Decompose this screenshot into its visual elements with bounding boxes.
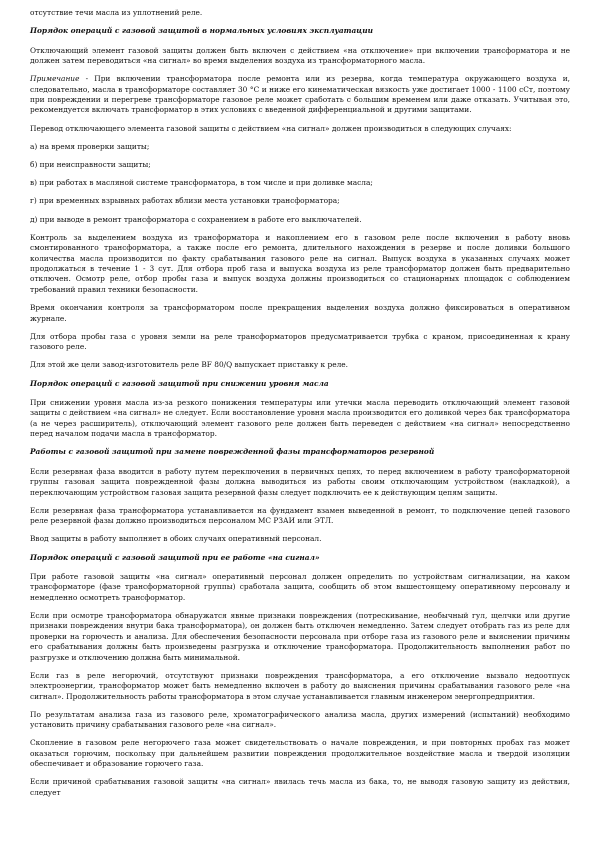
- paragraph: Если резервная фаза вводится в работу путем переключения в первичных цепях, то перед включением в работу трансформаторной группы газовая защита поврежденной фазы должна выводиться из работы своим отключающим устройством (накладкой), а переключающим устройством газовая защита резервной фазы следует подключить ее к действующим цепям защиты.: [30, 466, 570, 497]
- paragraph: Если резервная фаза трансформатора устанавливается на фундамент взамен выведенной в ремонт, то подключение цепей газового реле резервной фазы должно производиться персоналом МС РЗАИ или ЭТЛ.: [30, 505, 570, 526]
- section-heading: Порядок операций с газовой защитой в нормальных условиях эксплуатации: [30, 26, 373, 36]
- section-heading: Порядок операций с газовой защитой при снижении уровня масла: [30, 378, 329, 388]
- paragraph: Отключающий элемент газовой защиты должен быть включен с действием «на отключение» при включении трансформатора и не должен затем переводиться «на сигнал» во время выделения воздуха из трансформаторного масла.: [30, 45, 570, 66]
- list-item: а) на время проверки защиты;: [30, 141, 150, 151]
- section-heading: Работы с газовой защитой при замене поврежденной фазы трансформаторов резервной: [30, 447, 435, 457]
- list-item: д) при выводе в ремонт трансформатора с сохранением в работе его выключателей.: [30, 214, 362, 224]
- paragraph: Для этой же цели завод-изготовитель реле BF 80/Q выпускает приставку к реле.: [30, 360, 349, 370]
- paragraph: Скопление в газовом реле негорючего газа может свидетельствовать о начале повреждения, и при повторных пробах газ может оказаться горючим, поскольку при дальнейшем развитии повреждения продолжительное воздействие масла и твердой изоляции обеспечивает и образование горючего газа.: [30, 738, 570, 769]
- paragraph: При работе газовой защиты «на сигнал» оперативный персонал должен определить по устройствам сигнализации, на каком трансформаторе (фазе трансформаторной группы) сработала защита, сообщить об этом вышестоящему оперативному персоналу и немедленно осмотреть трансформатор.: [30, 571, 570, 602]
- paragraph: Ввод защиты в работу выполняет в обоих случаях оперативный персонал.: [30, 534, 322, 544]
- paragraph: Если газ в реле негорючий, отсутствуют признаки повреждения трансформатора, а его отключение вызвало недоотпуск электроэнергии, трансформатор может быть немедленно включен в работу до выяснения причины срабатывания газового реле «на сигнал». Продолжительность работы трансформатора в этом случае устанавливается главным инженером энергопредприятия.: [30, 670, 570, 701]
- list-item: г) при временных взрывных работах вблизи места установки трансформатора;: [30, 196, 340, 206]
- note-paragraph: [30, 74, 570, 116]
- paragraph: Если при осмотре трансформатора обнаружатся явные признаки повреждения (потрескивание, необычный гул, щелчки или другие признаки повреждения внутри бака трансформатора), он должен быть отключен немедленно. Затем следует отобрать газ из реле для проверки на горючесть и анализа. Для обеспечения безопасности персонала при отборе газа из газового реле и выяснении причины его срабатывания должны быть произведены разгрузка и отключение трансформатора. Продолжительность выполнения работ по разгрузке и отключению должна быть минимальной.: [30, 611, 570, 662]
- list-item: в) при работах в масляной системе трансформатора, в том числе и при доливке масла;: [30, 178, 373, 188]
- paragraph: Контроль за выделением воздуха из трансформатора и накоплением его в газовом реле после включения в работу вновь смонтированного трансформатора, а также после его ремонта, длительного нахождения в резерве и после доливки большого количества масла производится по факту срабатывания газового реле на сигнал. Выпуск воздуха в указанных случаях может продолжаться в течение 1 - 3 сут. Для отбора проб газа и выпуска воздуха из реле трансформатор должен быть предварительно отключен. Осмотр реле, отбор пробы газа и выпуск воздуха должны производиться со стационарных площадок с соблюдением требований правил техники безопасности.: [30, 232, 570, 294]
- paragraph: При снижении уровня масла из-за резкого понижения температуры или утечки масла переводить отключающий элемент газовой защиты с действием «на сигнал» не следует. Если восстановление уровня масла производится его доливкой через бак трансформатора (а не через расширитель), отключающий элемент газового реле должен быть переведен с действием «на сигнал» непосредственно перед началом подачи масла в трансформатор.: [30, 397, 570, 439]
- paragraph: Перевод отключающего элемента газовой защиты с действием «на сигнал» должен производиться в следующих случаях:: [30, 123, 512, 133]
- paragraph: Время окончания контроля за трансформатором после прекращения выделения воздуха должно фиксироваться в оперативном журнале.: [30, 303, 570, 323]
- note-label: Примечание: [30, 74, 80, 84]
- document-page: [30, 8, 570, 806]
- paragraph: Если причиной срабатывания газовой защиты «на сигнал» явилась течь масла из бака, то, не выводя газовую защиту из действия, следует: [30, 777, 570, 797]
- paragraph: По результатам анализа газа из газового реле, хроматографического анализа масла, других измерений (испытаний) необходимо установить причину срабатывания газового реле «на сигнал».: [30, 709, 570, 730]
- section-heading: Порядок операций с газовой защитой при ее работе «на сигнал»: [30, 552, 320, 562]
- note-text: - При включении трансформатора после ремонта или из резерва, когда температура окружающего воздуха и, следовательно, масла в трансформаторе составляет 30 °С и ниже его кинематическая вязкость уже достигает 1000 - 1100 сСт, поэтому при повреждении и перегреве трансформаторе газовое реле может сработать с большим временем или даже отказать. Учитывая это, рекомендуется включать трансформатор в этих условиях с введенной дифференциальной и другими защитами.: [30, 74, 570, 115]
- paragraph: отсутствие течи масла из уплотнений реле.: [30, 8, 203, 17]
- paragraph: Для отбора пробы газа с уровня земли на реле трансформаторов предусматривается трубка с краном, присоединенная к крану газового реле.: [30, 331, 570, 352]
- list-item: б) при неисправности защиты;: [30, 160, 151, 170]
